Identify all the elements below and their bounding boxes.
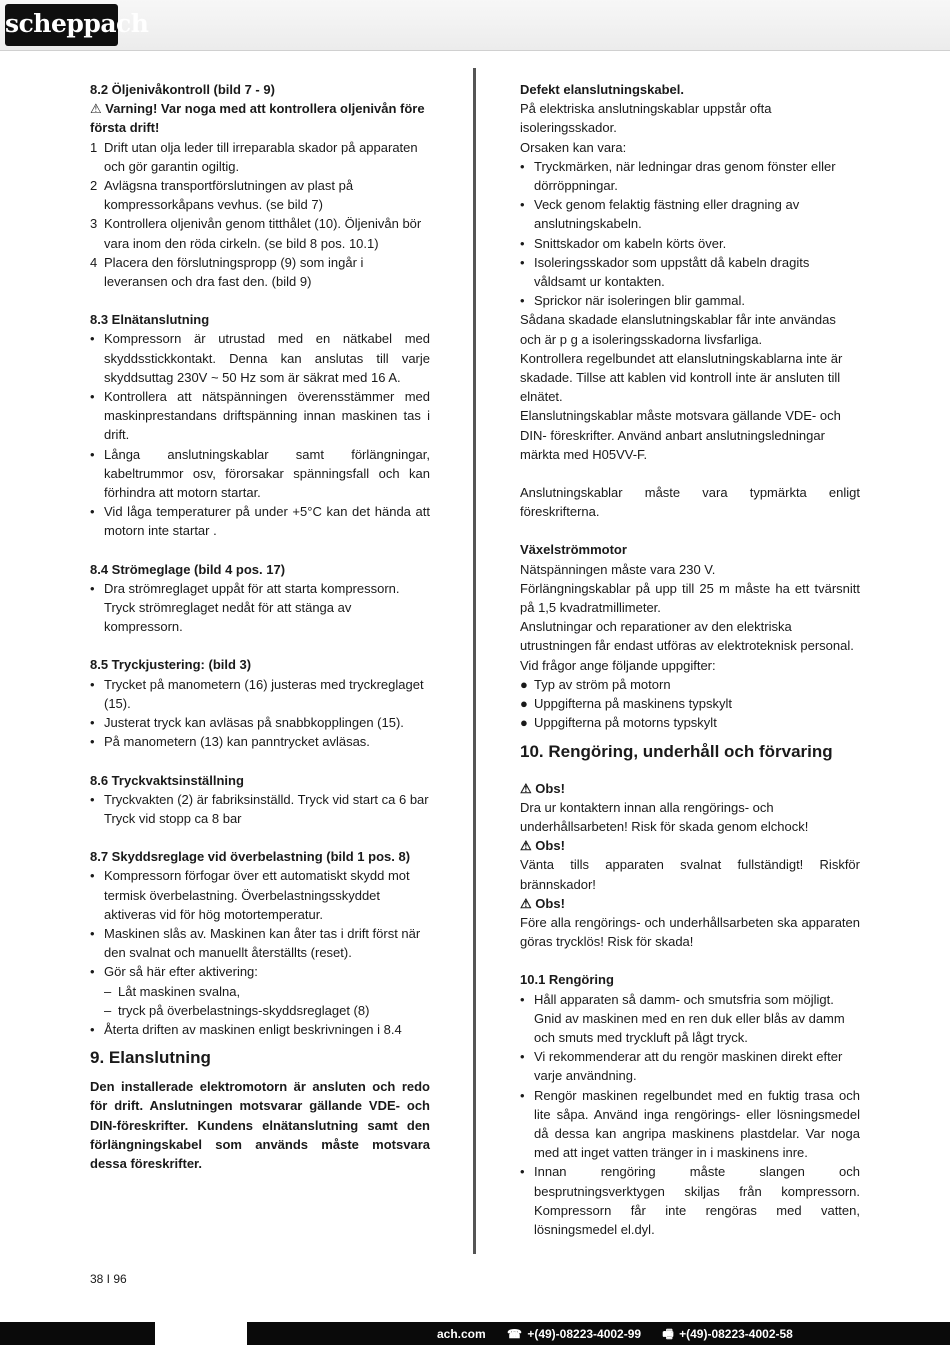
defect-cause: Orsaken kan vara:: [520, 139, 627, 155]
item-text: Sprickor när isoleringen blir gammal.: [534, 293, 745, 309]
obs-heading: [520, 894, 860, 913]
section-8-3-title: 8.3 Elnätanslutning: [90, 312, 210, 328]
warning-icon: ⚠: [520, 838, 532, 854]
bullet-item: ● Uppgifterna på motorns typskylt: [520, 715, 717, 731]
item-number: 1: [90, 139, 98, 155]
defect-paragraph: Sådana skadade elanslutningskablar får inte användas och är p g a isoleringsskadorna livsfarliga.: [520, 312, 836, 347]
bullet-item: • Långa anslutningskablar samt förlängningar, kabeltrummor osv, förorsakar spänningsfall och kan förhindra att motorn startar.: [90, 446, 430, 501]
obs-label: Obs!: [535, 895, 565, 911]
bullet-item: • Vi rekommenderar att du rengör maskinen direkt efter varje användning.: [520, 1049, 843, 1084]
footer-contact: [437, 1325, 793, 1346]
item-text: Tryckmärken, när ledningar dras genom fönster eller dörröppningar.: [534, 158, 836, 194]
bullet-item: • Snittskador om kabeln körts över.: [520, 235, 727, 251]
warning-text: Varning! Var noga med att kontrollera oljenivån före första drift!: [90, 101, 425, 136]
item-text: Dra strömreglaget uppåt för att starta kompressorn. Tryck strömreglaget nedåt för att stänga av kompressorn.: [104, 580, 400, 635]
item-text: Typ av ström på motorn: [534, 676, 671, 692]
warning-icon: ⚠: [90, 101, 102, 117]
right-column: [520, 80, 860, 1239]
item-text: Drift utan olja leder till irreparabla skador på apparaten och gör garantin ogiltig.: [104, 139, 418, 174]
item-text: tryck på överbelastnings-skyddsreglaget (8): [118, 1002, 370, 1018]
warning-icon: ⚠: [520, 780, 532, 796]
bullet-item: • Kompressorn förfogar över ett automatiskt skydd mot termisk överbelastning. Överbelastningsskyddet aktiveras vid för hög motortemperatur.: [90, 868, 410, 922]
item-text: Innan rengöring måste slangen och besprutningsverktygen skiljas från kompressorn. Kompressorn får inte rengöras med vatten, lösningsmedel el.dyl.: [534, 1164, 860, 1237]
section-8-7-title: 8.7 Skyddsreglage vid överbelastning (bild 1 pos. 8): [90, 849, 411, 865]
item-text: Återta driften av maskinen enligt beskrivningen i 8.4: [104, 1021, 402, 1037]
bullet-item: • Dra strömreglaget uppåt för att starta kompressorn. Tryck strömreglaget nedåt för att stänga av kompressorn.: [90, 580, 400, 635]
section-8-2-title: 8.2 Öljenivåkontroll (bild 7 - 9): [90, 82, 275, 97]
item-text: Trycket på manometern (16) justeras med tryckreglaget (15).: [104, 676, 424, 711]
item-text: Håll apparaten så damm- och smutsfria som möjligt. Gnid av maskinen med en ren duk eller blås av damm och smuts med tryckluft på lågt tryck.: [534, 991, 845, 1045]
column-divider: [473, 68, 476, 1254]
numbered-item: [90, 253, 430, 291]
bullet-item: • Isoleringsskador som uppstått då kabeln dragits våldsamt ur kontakten.: [520, 254, 810, 290]
motor-paragraph: Nätspänningen måste vara 230 V.: [520, 561, 716, 577]
bullet-item: • Gör så här efter aktivering:: [90, 964, 258, 980]
obs-text: Före alla rengörings- och underhållsarbeten ska apparaten göras trycklös! Risk för skada!: [520, 914, 860, 950]
footer-gap: [155, 1322, 247, 1345]
defect-intro: På elektriska anslutningskablar uppstår ofta isoleringsskador.: [520, 101, 772, 136]
bullet-item: • Kontrollera att nätspänningen överensstämmer med maskinprestandans driftspänning innan maskinen tas i drift.: [90, 389, 430, 443]
bullet-item: • Håll apparaten så damm- och smutsfria som möjligt. Gnid av maskinen med en ren duk eller blås av damm och smuts med tryckluft på lågt tryck.: [520, 991, 845, 1045]
item-text: Maskinen slås av. Maskinen kan åter tas i drift först när den svalnat och manuellt återställts (reset).: [104, 925, 421, 961]
section-9-title: 9. Elanslutning: [90, 1048, 211, 1068]
bullet-item: • Tryckvakten (2) är fabriksinställd. Tryck vid start ca 6 bar Tryck vid stopp ca 8 bar: [90, 791, 429, 826]
motor-paragraph: Anslutningar och reparationer av den elektriska utrustningen får endast utföras av elektroteknisk personal.: [520, 619, 854, 654]
bullet-item: • Rengör maskinen regelbundet med en fuktig trasa och lite såpa. Använd inga rengörings- eller lösningsmedel då dessa kan angripa maskinens plastdelar. Var noga med att inget vatten tränger in i maskinens inre.: [520, 1087, 860, 1161]
item-text: Justerat tryck kan avläsas på snabbkopplingen (15).: [104, 715, 404, 731]
bullet-item: • Återta driften av maskinen enligt beskrivningen i 8.4: [90, 1021, 402, 1037]
page-number: 38 I 96: [90, 1272, 127, 1286]
defect-paragraph: Kontrollera regelbundet att elanslutningskablarna inte är skadade. Tillse att kablen vid kontroll inte är ansluten till elnätet.: [520, 350, 843, 405]
section-10-title: 10. Rengöring, underhåll och förvaring: [520, 741, 833, 761]
item-text: Veck genom felaktig fästning eller dragning av anslutningskabeln.: [534, 197, 800, 232]
bullet-item: • Justerat tryck kan avläsas på snabbkopplingen (15).: [90, 715, 404, 731]
obs-heading: [520, 779, 860, 798]
bullet-item: • Kompressorn är utrustad med en nätkabel med skyddsstickkontakt. Denna kan anslutas till varje skyddsuttag 230V ~ 50 Hz som är säkrat med 16 A.: [90, 331, 430, 385]
phone-icon: ☎: [507, 1327, 522, 1341]
item-text: Rengör maskinen regelbundet med en fuktig trasa och lite såpa. Använd inga rengörings- eller lösningsmedel då dessa kan angripa maskinens plastdelar. Var noga med att inget vatten tränger in i maskinens inre.: [534, 1087, 860, 1161]
item-text: Uppgifterna på maskinens typskylt: [534, 696, 732, 712]
bullet-item: • Tryckmärken, när ledningar dras genom fönster eller dörröppningar.: [520, 158, 836, 194]
bullet-item: • Vid låga temperaturer på under +5°C kan det hända att motorn inte startar .: [90, 504, 430, 539]
item-text: Vid låga temperaturer på under +5°C kan det hända att motorn inte startar .: [104, 504, 430, 539]
item-text: Avlägsna transportförslutningen av plast på kompressorkåpans vevhus. (se bild 7): [104, 178, 354, 213]
item-text: Uppgifterna på motorns typskylt: [534, 715, 717, 731]
motor-paragraph: Vid frågor ange följande uppgifter:: [520, 657, 716, 673]
bullet-item: • Veck genom felaktig fästning eller dragning av anslutningskabeln.: [520, 197, 800, 232]
item-text: Vi rekommenderar att du rengör maskinen direkt efter varje användning.: [534, 1049, 843, 1084]
obs-label: Obs!: [535, 780, 565, 796]
numbered-item: [90, 138, 430, 176]
bullet-item: ● Typ av ström på motorn: [520, 676, 671, 692]
section-8-6-title: 8.6 Tryckvaktsinställning: [90, 772, 244, 788]
item-text: Gör så här efter aktivering:: [104, 964, 258, 980]
phone-number: +(49)-08223-4002-99: [527, 1327, 642, 1341]
bullet-item: • Maskinen slås av. Maskinen kan åter tas i drift först när den svalnat och manuellt återställts (reset).: [90, 925, 421, 961]
item-text: Långa anslutningskablar samt förlängningar, kabeltrummor osv, förorsakar spänningsfall och kan förhindra att motorn startar.: [104, 446, 430, 501]
item-text: Placera den förslutningspropp (9) som ingår i leveransen och dra fast den. (bild 9): [104, 254, 364, 290]
obs-heading: [520, 836, 860, 855]
bullet-item: • Sprickor när isoleringen blir gammal.: [520, 293, 745, 309]
bullet-item: • Innan rengöring måste slangen och besprutningsverktygen skiljas från kompressorn. Kompressorn får inte rengöras med vatten, lösningsmedel el.dyl.: [520, 1164, 860, 1237]
bullet-item: ● Uppgifterna på maskinens typskylt: [520, 696, 732, 712]
item-text: Kontrollera att nätspänningen överensstämmer med maskinprestandans driftspänning innan maskinen tas i drift.: [104, 389, 430, 443]
section-10-1-title: 10.1 Rengöring: [520, 972, 614, 988]
left-column: [90, 80, 430, 1173]
defect-paragraph: Anslutningskablar måste vara typmärkta enligt föreskrifterna.: [520, 485, 860, 520]
bullet-item: • På manometern (13) kan panntrycket avläsas.: [90, 734, 370, 750]
fax-icon: 🖷: [662, 1327, 674, 1341]
section-9-text: Den installerade elektromotorn är ansluten och redo för drift. Anslutningen motsvarar gällande VDE- och DIN-föreskrifter. Kundens elnätanslutning samt den förlängningskabel som används måste motsvara dessa föreskrifter.: [90, 1079, 430, 1171]
item-text: Isoleringsskador som uppstått då kabeln dragits våldsamt ur kontakten.: [534, 254, 810, 290]
fax-number: +(49)-08223-4002-58: [679, 1327, 793, 1341]
website-text[interactable]: ach.com: [437, 1327, 486, 1341]
item-number: 2: [90, 178, 98, 194]
item-text: Snittskador om kabeln körts över.: [534, 235, 727, 251]
scheppach-logo: [5, 4, 149, 46]
obs-text: Vänta tills apparaten svalnat fullständigt! Riskför brännskador!: [520, 857, 860, 892]
item-text: Kompressorn är utrustad med en nätkabel med skyddsstickkontakt. Denna kan anslutas till varje skyddsuttag 230V ~ 50 Hz som är säkrat med 16 A.: [104, 331, 430, 385]
obs-text: Dra ur kontaktern innan alla rengörings- och underhållsarbeten! Risk för skada genom elchock!: [520, 799, 809, 834]
dash-item: – tryck på överbelastnings-skyddsreglaget (8): [104, 1002, 370, 1018]
dash-item: – Låt maskinen svalna,: [104, 983, 241, 999]
obs-label: Obs!: [535, 838, 565, 854]
defect-title: Defekt elanslutningskabel.: [520, 82, 684, 97]
warning-icon: ⚠: [520, 895, 532, 911]
item-number: 3: [90, 216, 98, 232]
motor-title: Växelströmmotor: [520, 542, 627, 558]
section-8-2-warning: [90, 99, 430, 137]
motor-paragraph: Förlängningskablar på upp till 25 m måste ha ett tvärsnitt på 1,5 kvadratmillimeter.: [520, 580, 860, 616]
numbered-item: [90, 214, 430, 252]
item-text: På manometern (13) kan panntrycket avläsas.: [104, 734, 370, 750]
defect-paragraph: Elanslutningskablar måste motsvara gällande VDE- och DIN- föreskrifter. Använd anbart anslutningsledningar märkta med H05VV-F.: [520, 408, 841, 462]
bullet-item: • Trycket på manometern (16) justeras med tryckreglaget (15).: [90, 676, 424, 711]
numbered-item: [90, 176, 430, 214]
item-text: Kompressorn förfogar över ett automatiskt skydd mot termisk överbelastning. Överbelastningsskyddet aktiveras vid för hög motortemperatur.: [104, 868, 410, 922]
item-text: Tryckvakten (2) är fabriksinställd. Tryck vid start ca 6 bar Tryck vid stopp ca 8 bar: [104, 791, 429, 826]
section-8-4-title: 8.4 Strömeglage (bild 4 pos. 17): [90, 561, 286, 577]
section-8-5-title: 8.5 Tryckjustering: (bild 3): [90, 657, 252, 673]
item-text: Låt maskinen svalna,: [118, 983, 241, 999]
page-header: [0, 0, 950, 51]
logo-text: scheppach: [5, 9, 149, 38]
item-number: 4: [90, 254, 98, 270]
item-text: Kontrollera oljenivån genom titthålet (10). Öljenivån bör vara inom den röda cirkeln. (se bild 8 pos. 10.1): [104, 216, 422, 251]
